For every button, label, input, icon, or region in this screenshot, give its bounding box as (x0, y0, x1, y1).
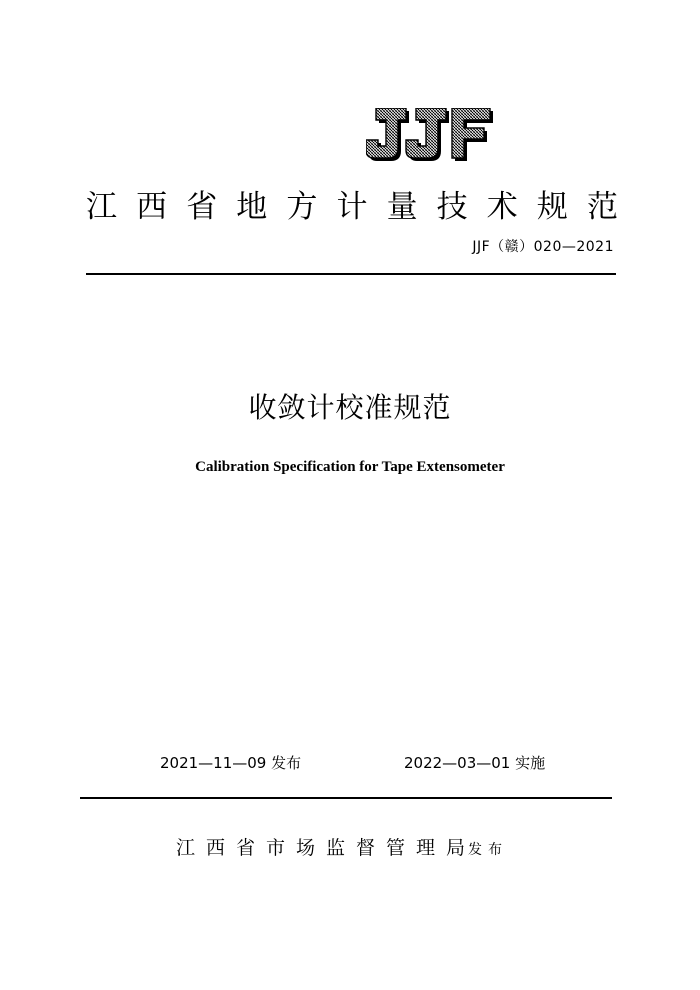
category-char: 技 (436, 188, 468, 225)
implementation-date: 2022—03—01 实施 (404, 754, 546, 772)
document-title-en: Calibration Specification for Tape Extensometer (195, 459, 505, 475)
standard-category (86, 180, 618, 226)
category-char: 计 (336, 188, 368, 225)
top-divider (86, 273, 616, 275)
jjf-logo-icon (366, 108, 496, 164)
bottom-divider (80, 797, 612, 799)
category-char: 术 (486, 188, 518, 225)
category-char: 量 (386, 188, 418, 225)
category-char: 江 (86, 188, 117, 225)
category-char: 范 (586, 188, 618, 225)
category-char: 规 (536, 188, 568, 225)
issuer-name: 江西省市场监督管理局 (176, 837, 477, 859)
category-char: 省 (186, 188, 218, 225)
document-title-zh: 收敛计校准规范 (248, 391, 452, 424)
issuer-line (176, 830, 508, 860)
category-char: 方 (286, 188, 318, 225)
category-char: 西 (136, 188, 168, 225)
issue-date: 2021—11—09 发布 (160, 754, 302, 772)
issuer-suffix: 发布 (468, 842, 509, 858)
category-char: 地 (236, 188, 268, 225)
standard-code: JJF（赣）020—2021 (472, 239, 614, 255)
